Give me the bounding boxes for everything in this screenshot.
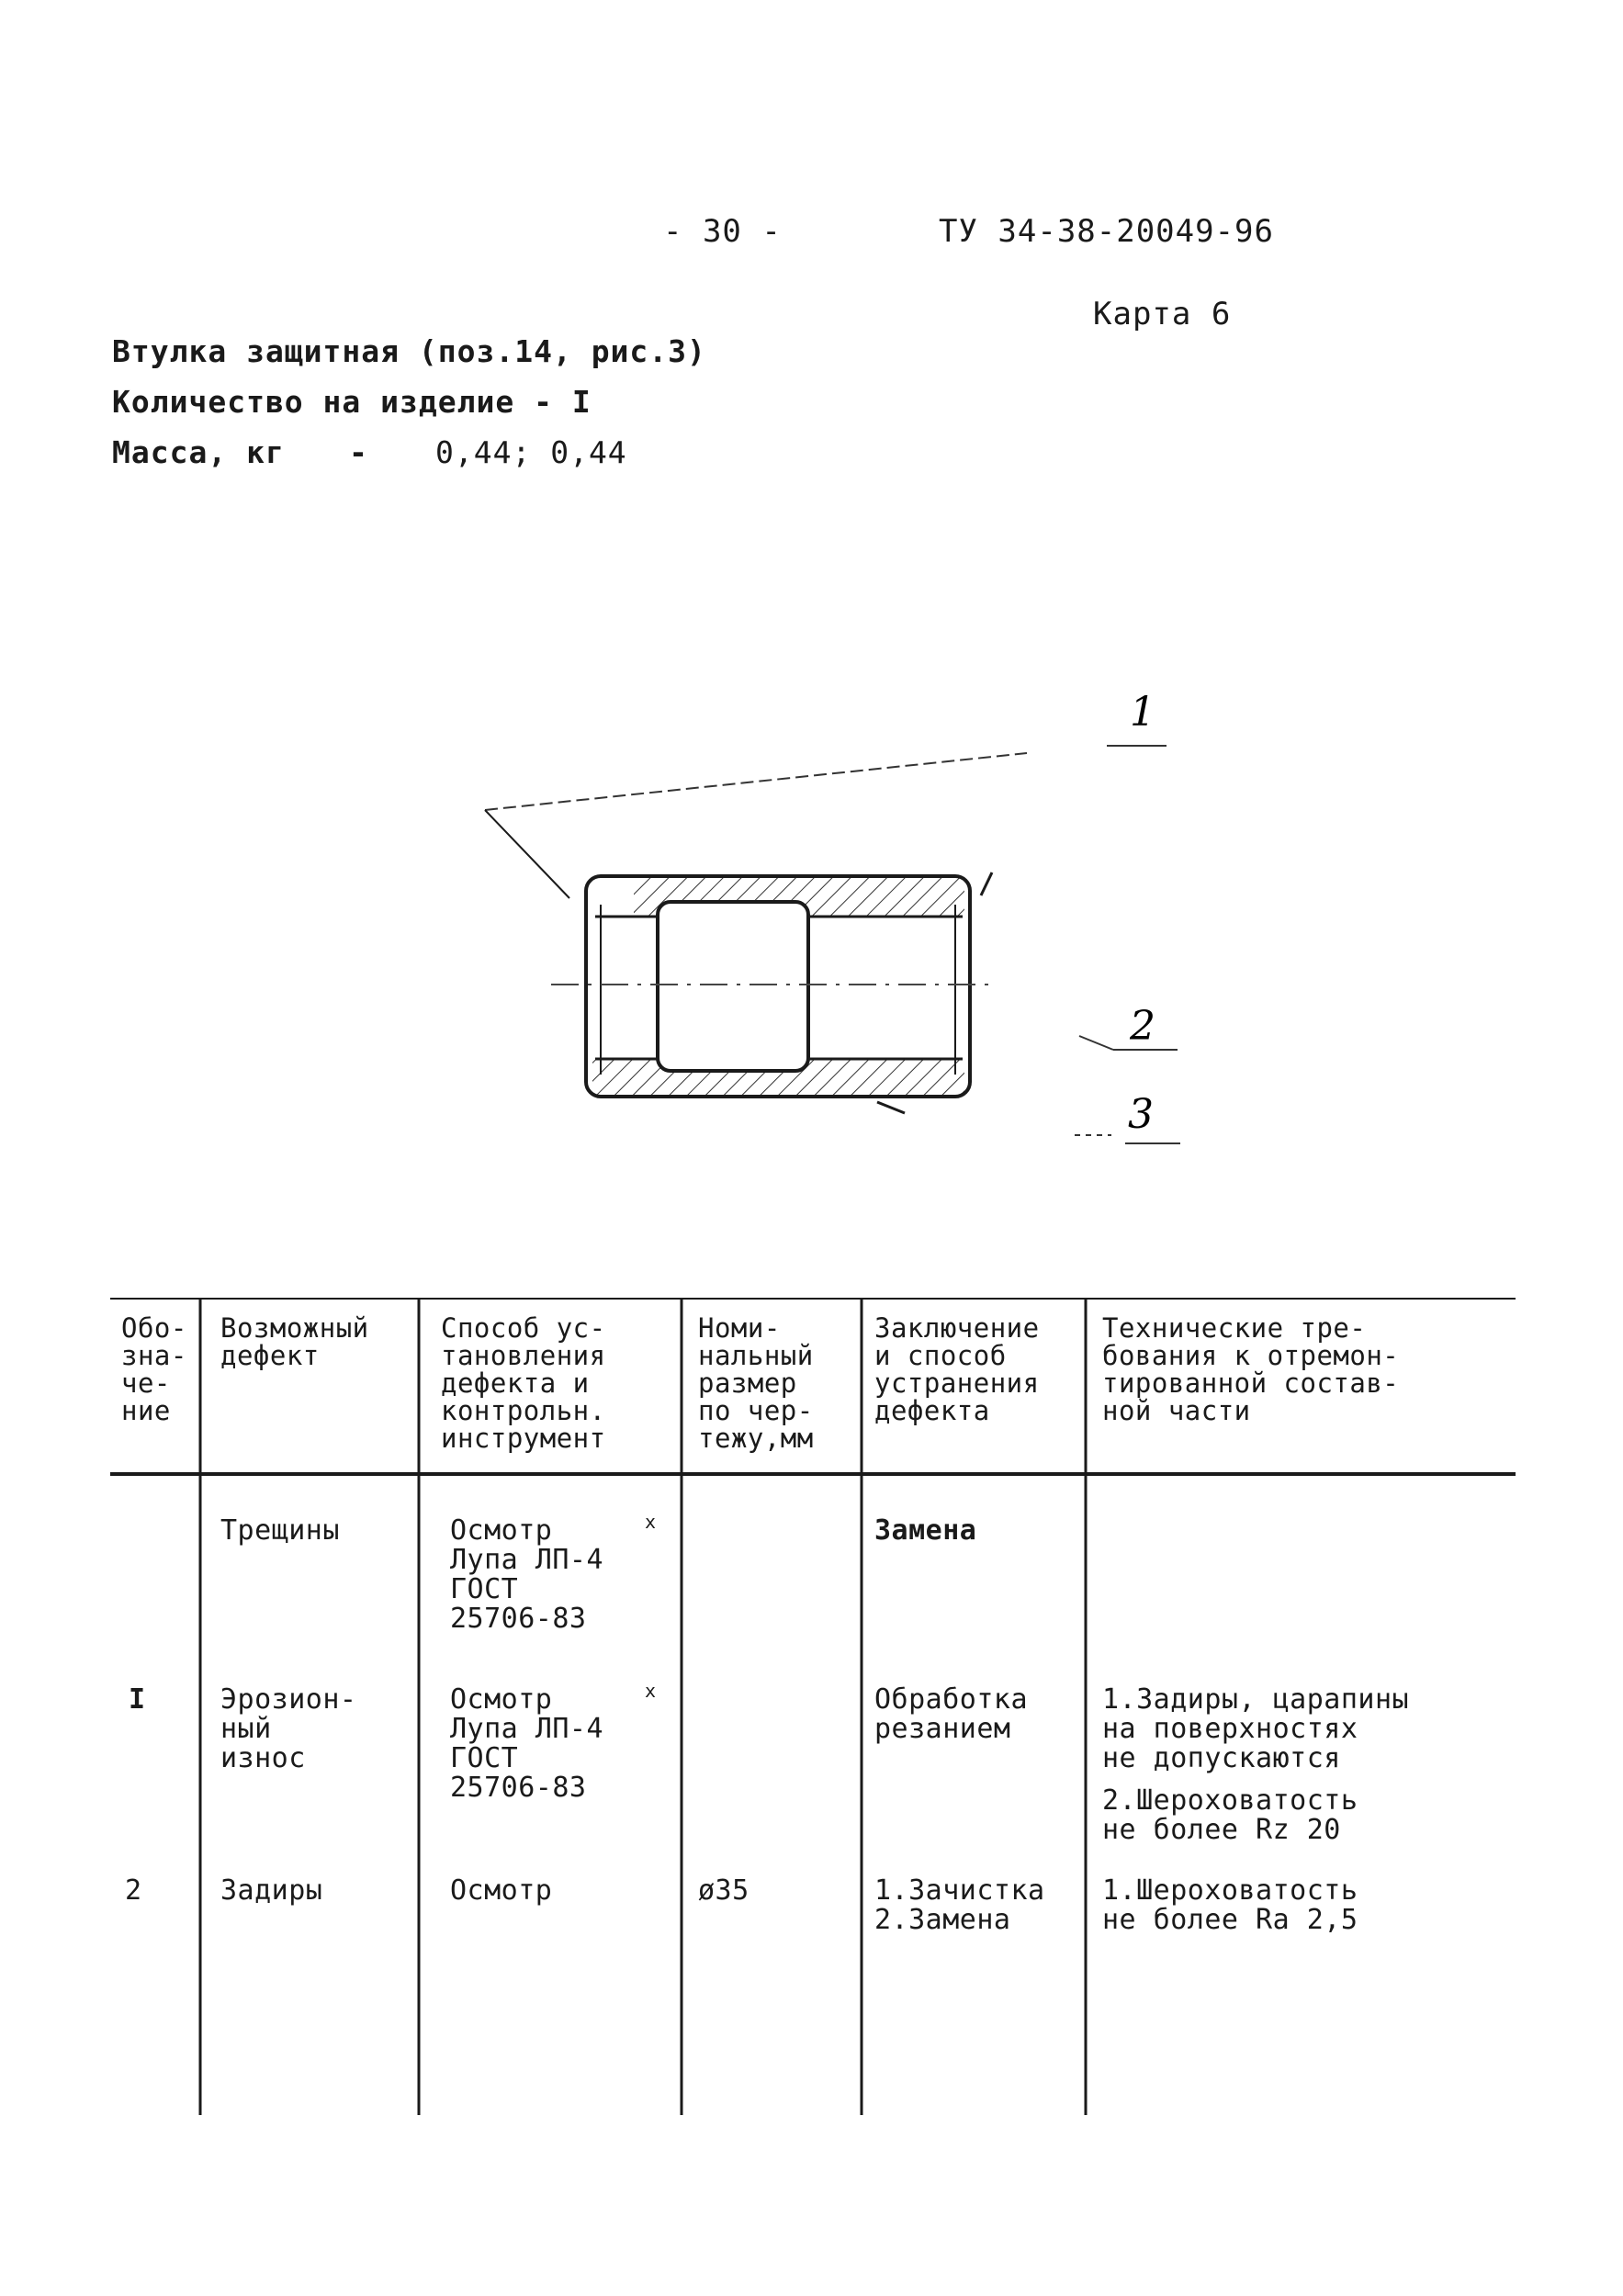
row2-method-mark: x xyxy=(645,1680,657,1702)
part-quantity: Количество на изделие - I xyxy=(112,384,592,420)
row2-conclusion: Обработка резанием xyxy=(874,1683,1029,1745)
row1-conclusion: Замена xyxy=(874,1514,977,1547)
recess xyxy=(658,902,808,1071)
row2-requirements-2: 2.Шероховатость не более Rz 20 xyxy=(1102,1784,1358,1846)
row3-defect: Задиры xyxy=(220,1874,323,1907)
header-defect: Возможный дефект xyxy=(220,1312,369,1371)
leader-line-1 xyxy=(485,753,1027,810)
header-designation: Обо- зна- че- ние xyxy=(121,1312,187,1426)
row2-designation: I xyxy=(129,1683,146,1716)
row1-method-mark: x xyxy=(645,1511,657,1533)
row2-defect: Эрозион- ный износ xyxy=(220,1683,357,1774)
card-number: Карта 6 xyxy=(1093,296,1232,332)
header-nominal: Номи- нальный размер по чер- тежу,мм xyxy=(698,1312,814,1454)
row1-method: Осмотр Лупа ЛП-4 ГОСТ 25706-83 xyxy=(450,1514,604,1635)
row3-requirements: 1.Шероховатость не более Ra 2,5 xyxy=(1102,1874,1358,1936)
leader-tick-1 xyxy=(981,872,992,895)
mass-value: 0,44; 0,44 xyxy=(435,434,627,470)
row1-defect: Трещины xyxy=(220,1514,340,1547)
leader-line-3 xyxy=(877,1102,905,1113)
row2-requirements-1: 1.Задиры, царапины на поверхностях не допускаются xyxy=(1102,1683,1410,1774)
header-requirements: Технические тре- бования к отремон- тированной состав- ной части xyxy=(1102,1312,1400,1426)
part-name: Втулка защитная (поз.14, рис.3) xyxy=(112,333,706,369)
header-method: Способ ус- тановления дефекта и контрольн. инструмент xyxy=(441,1312,606,1454)
page-number: - 30 - xyxy=(663,213,782,250)
callout-3: 3 xyxy=(1128,1091,1154,1138)
leader-line-1a xyxy=(485,810,569,898)
row3-method: Осмотр xyxy=(450,1874,553,1907)
document-code: ТУ 34-38-20049-96 xyxy=(939,213,1274,250)
row2-method: Осмотр Лупа ЛП-4 ГОСТ 25706-83 xyxy=(450,1683,604,1804)
row3-designation: 2 xyxy=(125,1874,142,1907)
defect-table xyxy=(110,1298,1516,2124)
row3-nominal: ø35 xyxy=(698,1874,750,1907)
row3-conclusion: 1.Зачистка 2.Замена xyxy=(874,1874,1045,1936)
leader-line-2 xyxy=(1079,1036,1113,1050)
header-conclusion: Заключение и способ устранения дефекта xyxy=(874,1312,1040,1426)
mass-dash: - xyxy=(349,434,368,470)
callout-2: 2 xyxy=(1130,1003,1155,1050)
callout-1: 1 xyxy=(1130,689,1155,736)
mass-label: Масса, кг xyxy=(112,434,285,470)
